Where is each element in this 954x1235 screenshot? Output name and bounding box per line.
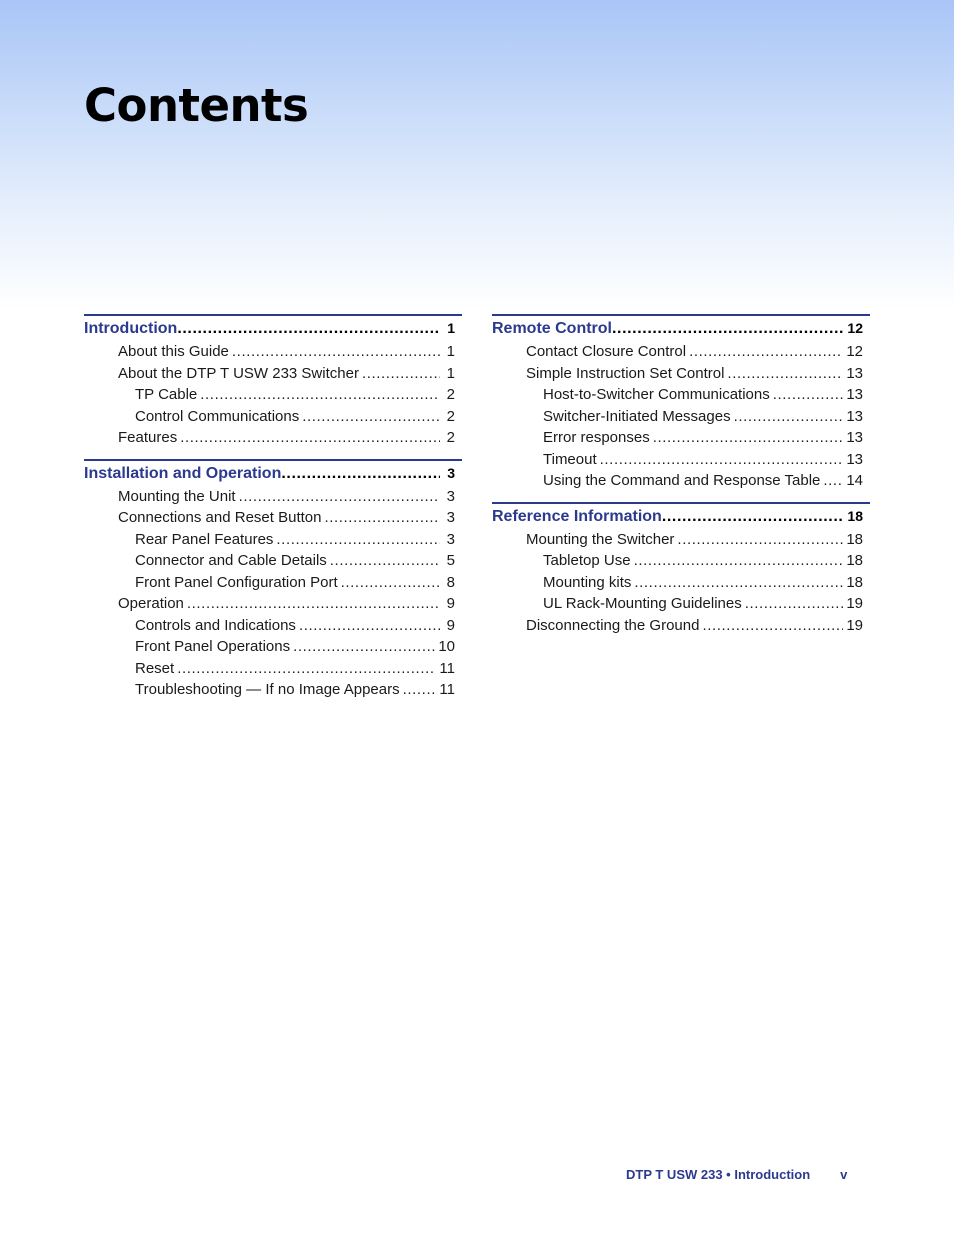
footer-text: DTP T USW 233 • Introduction [626,1167,811,1182]
entry-page-number: 1 [446,343,455,360]
entry-page-number: 13 [846,364,863,382]
entry-title: Connections and Reset Button [118,509,322,526]
toc-section [492,314,870,492]
entry-title: Features [118,429,178,446]
toc-section-heading[interactable] [84,316,462,340]
dot-leader [341,572,440,594]
entry-title: Contact Closure Control [526,343,687,360]
toc-entry[interactable] [84,427,462,449]
entry-title: Disconnecting the Ground [526,616,700,634]
dot-leader [177,317,440,341]
entry-page-number: 18 [846,573,863,591]
toc-entry[interactable] [492,363,870,385]
section-page-number: 12 [847,320,863,336]
entry-page-number: 18 [846,552,863,569]
toc-entry[interactable] [492,529,870,551]
toc-entry[interactable] [492,593,870,615]
entry-page-number: 14 [846,472,863,489]
entry-page-number: 13 [846,450,863,468]
dot-leader [232,341,440,363]
entry-title: Mounting kits [543,573,632,591]
entry-page-number: 12 [846,343,863,360]
entry-title: TP Cable [135,386,198,403]
entry-page-number: 13 [846,429,863,446]
dot-leader [773,384,844,406]
toc-section [84,459,462,701]
entry-page-number: 5 [446,552,455,569]
entry-page-number: 2 [446,407,455,425]
dot-leader [653,427,844,449]
toc-entry[interactable] [492,427,870,449]
dot-leader [823,470,843,492]
entry-page-number: 11 [439,659,455,677]
toc-entry[interactable] [492,470,870,492]
dot-leader [299,615,440,637]
toc-entry[interactable] [84,658,462,680]
entry-page-number: 10 [438,638,455,655]
toc-entry[interactable] [84,507,462,529]
section-page-number: 3 [447,464,455,481]
toc-entry[interactable] [492,550,870,572]
entry-page-number: 9 [446,616,455,634]
toc-entry[interactable] [84,679,462,701]
dot-leader [403,679,437,701]
entry-page-number: 18 [846,530,863,548]
entry-page-number: 2 [446,386,455,403]
dot-leader [689,341,843,363]
entry-title: Front Panel Configuration Port [135,573,338,591]
dot-leader [177,658,436,680]
entry-page-number: 9 [446,595,455,612]
entry-title: Connector and Cable Details [135,552,327,569]
entry-page-number: 1 [446,364,455,382]
dot-leader [702,615,843,637]
dot-leader [187,593,440,615]
entry-title: UL Rack-Mounting Guidelines [543,595,742,612]
toc-entry[interactable] [492,615,870,637]
entry-title: Mounting the Unit [118,487,236,505]
dot-leader [281,462,440,486]
toc-entry[interactable] [492,406,870,428]
dot-leader [677,529,843,551]
toc-right-column [492,314,870,646]
section-page-number: 1 [447,320,455,336]
section-title: Introduction [84,320,178,337]
toc-entry[interactable] [84,384,462,406]
dot-leader [634,572,843,594]
dot-leader [330,550,440,572]
toc-section [84,314,462,449]
page-footer [626,1167,847,1182]
entry-title: Troubleshooting — If no Image Appears [135,681,400,698]
entry-title: Controls and Indications [135,616,296,634]
toc-entry[interactable] [84,486,462,508]
toc-left-column [84,314,462,711]
entry-page-number: 3 [446,530,455,548]
toc-entry[interactable] [84,363,462,385]
entry-title: Rear Panel Features [135,530,274,548]
toc-entry[interactable] [84,572,462,594]
entry-title: Operation [118,595,184,612]
dot-leader [200,384,440,406]
dot-leader [276,529,440,551]
header-banner [0,0,954,310]
entry-page-number: 3 [446,509,455,526]
toc-entry[interactable] [84,615,462,637]
entry-title: Reset [135,659,175,677]
toc-section [492,502,870,637]
entry-title: Simple Instruction Set Control [526,364,725,382]
toc-entry[interactable] [84,550,462,572]
entry-page-number: 2 [446,429,455,446]
page-title: Contents [84,79,309,132]
section-title: Reference Information [492,507,662,525]
entry-page-number: 11 [439,681,455,698]
toc-entry[interactable] [84,341,462,363]
section-title: Installation and Operation [84,464,282,482]
dot-leader [662,505,845,529]
toc-entry[interactable] [84,636,462,658]
entry-page-number: 3 [446,487,455,505]
dot-leader [734,406,844,428]
dot-leader [745,593,844,615]
toc-entry[interactable] [492,341,870,363]
entry-title: Error responses [543,429,650,446]
entry-page-number: 19 [846,616,863,634]
dot-leader [324,507,440,529]
entry-title: Control Communications [135,407,300,425]
dot-leader [362,363,440,385]
toc-section-heading[interactable] [492,316,870,340]
toc-entry[interactable] [492,384,870,406]
toc-entry[interactable] [84,406,462,428]
toc-entry[interactable] [84,529,462,551]
toc-entry[interactable] [492,572,870,594]
section-title: Remote Control [492,320,612,337]
entry-title: Front Panel Operations [135,638,291,655]
footer-page-number: v [840,1167,848,1182]
entry-title: Mounting the Switcher [526,530,675,548]
dot-leader [634,550,844,572]
entry-title: Timeout [543,450,597,468]
entry-title: Using the Command and Response Table [543,472,821,489]
dot-leader [239,486,440,508]
section-page-number: 18 [847,507,863,524]
toc-section-heading[interactable] [492,504,870,528]
entry-page-number: 8 [446,573,455,591]
entry-page-number: 13 [846,386,863,403]
entry-page-number: 13 [846,407,863,425]
entry-page-number: 19 [846,595,863,612]
entry-title: Switcher-Initiated Messages [543,407,731,425]
toc-entry[interactable] [492,449,870,471]
dot-leader [293,636,435,658]
dot-leader [612,317,844,341]
entry-title: Tabletop Use [543,552,631,569]
dot-leader [600,449,844,471]
toc-entry[interactable] [84,593,462,615]
entry-title: About the DTP T USW 233 Switcher [118,364,359,382]
entry-title: Host-to-Switcher Communications [543,386,770,403]
entry-title: About this Guide [118,343,229,360]
toc-section-heading[interactable] [84,461,462,485]
dot-leader [727,363,843,385]
dot-leader [302,406,440,428]
dot-leader [180,427,440,449]
